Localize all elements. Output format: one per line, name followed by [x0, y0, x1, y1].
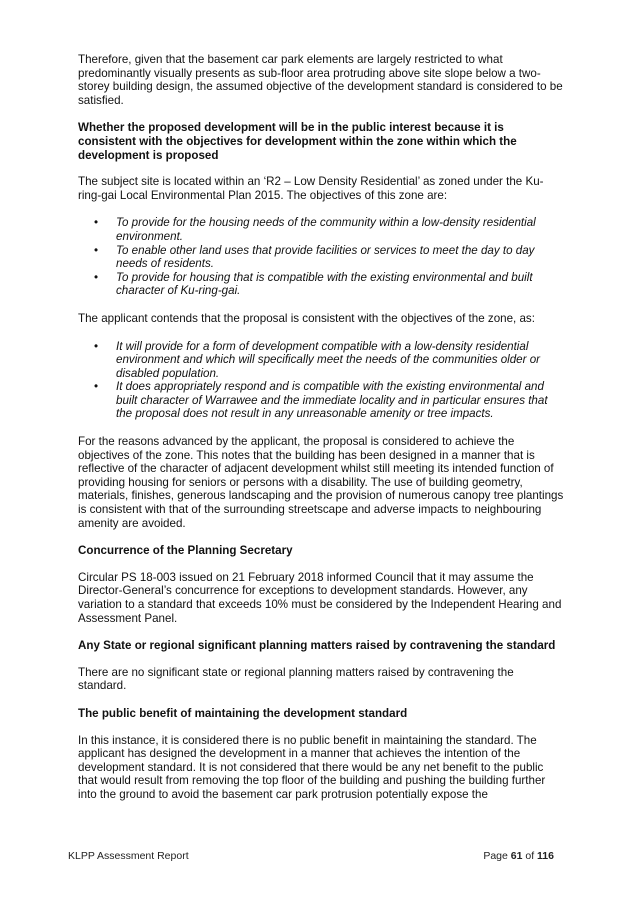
heading-state-regional-matters: Any State or regional significant planning matters raised by contravening the standard: [78, 639, 556, 653]
applicant-points-list: [78, 340, 564, 422]
heading-public-benefit: The public benefit of maintaining the development standard: [78, 706, 408, 720]
zone-objectives-list: [78, 216, 564, 298]
page-footer: [68, 850, 554, 862]
paragraph-no-matters: There are no significant state or regional planning matters raised by contravening the standard.: [78, 665, 514, 693]
list-item: • It does appropriately respond and is compatible with the existing environmental and built character of Warrawee and the immediate locality and in particular ensures that the proposal does not result in any unreasonable amenity or tree impacts.: [94, 380, 548, 421]
paragraph-circular: Circular PS 18-003 issued on 21 February 2018 informed Council that it may assume the Director-General’s concurrence for exceptions to development standards. However, any variation to a standard that exceeds 10% must be considered by the Independent Hearing and Assessment Panel.: [78, 570, 562, 625]
current-page: 61: [510, 850, 523, 862]
heading-public-interest: Whether the proposed development will be in the public interest because it is consistent with the objectives for development within the zone within which the development is proposed: [78, 121, 517, 162]
paragraph-reasons: For the reasons advanced by the applicant, the proposal is considered to achieve the objectives of the zone. This notes that the building has been designed in a manner that is reflective of the character of adjacent development whilst still meeting its intended function of providing housing for seniors or persons with a disability. The use of building geometry, materials, finishes, generous landscaping and the provision of numerous canopy tree plantings is consistent with that of the surrounding streetscape and adverse impacts to neighbouring amenity are avoided.: [78, 435, 564, 530]
bullet-icon: •: [94, 270, 99, 284]
list-item: • To enable other land uses that provide facilities or services to meet the day to day needs of residents.: [94, 243, 535, 271]
list-item: • To provide for housing that is compatible with the existing environmental and built character of Ku-ring-gai.: [94, 270, 533, 298]
footer-report-title: KLPP Assessment Report: [68, 850, 189, 862]
paragraph-zone-objectives-intro: The subject site is located within an ‘R2 – Low Density Residential’ as zoned under the Ku-ring-gai Local Environmental Plan 2015. The objectives of this zone are:: [78, 175, 544, 202]
heading-concurrence: Concurrence of the Planning Secretary: [78, 544, 293, 558]
list-item: • It will provide for a form of development compatible with a low-density residential environment and which will specifically meet the needs of the communities older or disabled population.: [94, 339, 541, 380]
bullet-icon: •: [94, 339, 99, 353]
total-pages: 116: [537, 850, 554, 862]
paragraph-objective-satisfied: Therefore, given that the basement car park elements are largely restricted to what predominantly visually presents as sub-floor area protruding above site slope below a two-storey building design, the assumed objective of the development standard is considered to be satisfied.: [78, 53, 563, 107]
bullet-icon: •: [94, 380, 99, 394]
page-content: [78, 53, 564, 816]
page-number: Page 61 of 116: [483, 850, 554, 862]
paragraph-public-benefit: In this instance, it is considered there is no public benefit in maintaining the standard. The applicant has designed the development in a manner that achieves the intention of the development standard. It is not considered that there would be any net benefit to the public that would result from removing the top floor of the building and pushing the building further into the ground to avoid the basement car park protrusion potentially expose the: [78, 733, 546, 801]
bullet-icon: •: [94, 243, 99, 257]
bullet-icon: •: [94, 216, 99, 230]
list-item: • To provide for the housing needs of the community within a low-density residential environment.: [94, 216, 536, 243]
paragraph-applicant-contends: The applicant contends that the proposal is consistent with the objectives of the zone, as:: [78, 311, 535, 325]
